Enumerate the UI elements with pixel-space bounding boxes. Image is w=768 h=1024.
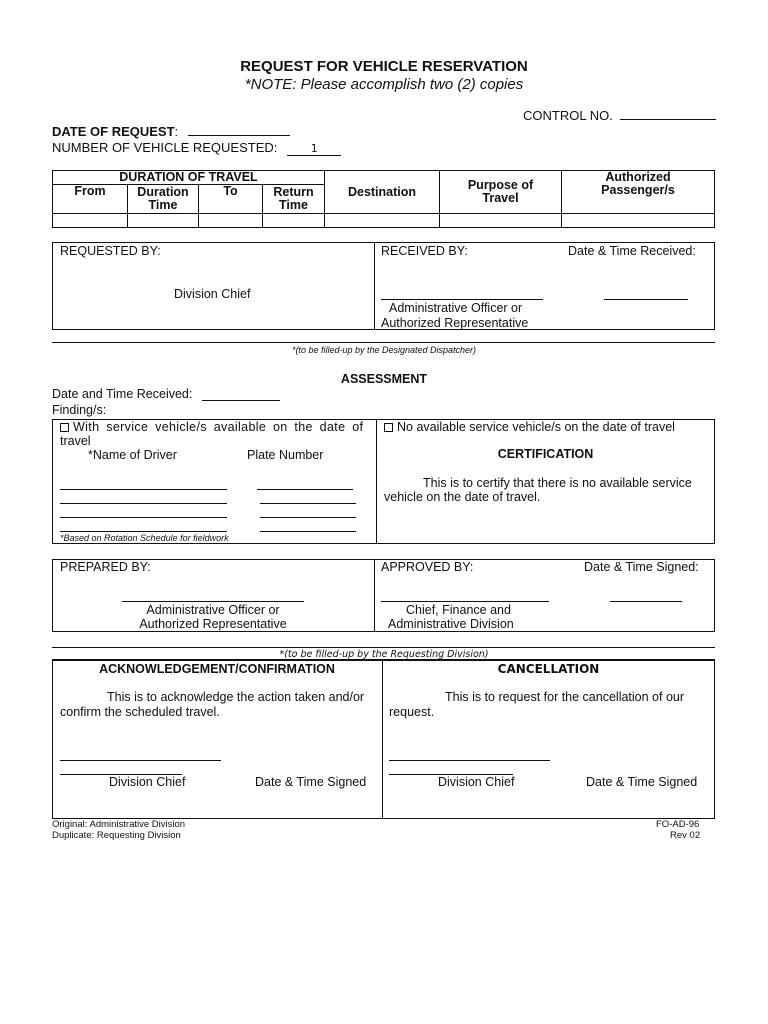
form-title: REQUEST FOR VEHICLE RESERVATION bbox=[240, 58, 528, 75]
duration-of-travel-header: DURATION OF TRAVEL bbox=[53, 171, 325, 185]
date-of-request-label: DATE OF REQUEST bbox=[52, 124, 175, 139]
duration-time-line1: Duration bbox=[137, 185, 189, 199]
with-vehicle-checkbox[interactable] bbox=[60, 423, 69, 432]
acknowledgement-title: ACKNOWLEDGEMENT/CONFIRMATION bbox=[99, 662, 335, 676]
duration-time-line2: Time bbox=[148, 198, 178, 212]
cancel-division-chief: Division Chief bbox=[438, 775, 515, 789]
prepared-authorized-rep: Authorized Representative bbox=[139, 617, 287, 631]
ack-date-time-signed: Date & Time Signed bbox=[255, 775, 367, 789]
findings-divider bbox=[376, 419, 377, 544]
request-received-divider bbox=[374, 242, 375, 330]
cancellation-title: CANCELLATION bbox=[497, 662, 600, 676]
return-time-header bbox=[263, 185, 325, 214]
return-time-line2: Time bbox=[279, 198, 308, 212]
ack-division-chief: Division Chief bbox=[109, 775, 186, 789]
cancellation-text-line1: This is to request for the cancellation of our bbox=[445, 690, 685, 704]
driver-line-2[interactable] bbox=[60, 503, 227, 504]
received-by-label: RECEIVED BY: bbox=[381, 244, 468, 258]
copies-note: *NOTE: Please accomplish two (2) copies bbox=[244, 76, 524, 93]
number-of-vehicle-field bbox=[52, 140, 341, 156]
purpose-header-line2: Travel bbox=[482, 191, 519, 205]
plate-line-3[interactable] bbox=[260, 517, 356, 518]
approved-by-signature-line[interactable] bbox=[381, 601, 549, 602]
with-vehicle-text: With service vehicle/s available on the date of bbox=[73, 420, 364, 434]
date-of-request-field bbox=[52, 124, 290, 139]
with-vehicle-option[interactable] bbox=[60, 420, 370, 434]
certification-title: CERTIFICATION bbox=[497, 447, 594, 461]
authorized-header-line1: Authorized bbox=[605, 170, 671, 184]
rotation-note: *Based on Rotation Schedule for fieldwork bbox=[60, 533, 229, 543]
number-of-vehicle-value[interactable]: 1 bbox=[287, 142, 341, 156]
authorized-passengers-cell[interactable] bbox=[562, 214, 715, 228]
plate-number-label: Plate Number bbox=[247, 448, 324, 462]
to-cell[interactable] bbox=[199, 214, 263, 228]
assessment-title: ASSESSMENT bbox=[340, 372, 428, 386]
plate-line-2[interactable] bbox=[260, 503, 356, 504]
date-time-signed-label: Date & Time Signed: bbox=[584, 560, 699, 574]
purpose-header bbox=[440, 171, 562, 214]
cancellation-text-line2: request. bbox=[389, 705, 435, 719]
dispatcher-separator bbox=[52, 342, 715, 343]
from-cell[interactable] bbox=[53, 214, 128, 228]
no-vehicle-text: No available service vehicle/s on the date of travel bbox=[397, 420, 675, 434]
assessment-date-time-line[interactable] bbox=[202, 400, 280, 401]
duration-time-header bbox=[128, 185, 199, 214]
requesting-note: *(to be filled-up by the Requesting Division) bbox=[279, 649, 489, 660]
control-no-label: CONTROL NO. bbox=[523, 108, 613, 123]
date-time-received-line[interactable] bbox=[604, 299, 688, 300]
received-admin-officer: Administrative Officer or bbox=[389, 301, 523, 315]
footer-duplicate: Duplicate: Requesting Division bbox=[52, 830, 181, 841]
requesting-separator bbox=[52, 647, 715, 648]
requested-by-division-chief: Division Chief bbox=[174, 287, 251, 301]
requested-by-label: REQUESTED BY: bbox=[60, 244, 161, 258]
authorized-passengers-header bbox=[562, 171, 715, 214]
assessment-date-time-label: Date and Time Received: bbox=[52, 387, 193, 401]
dispatcher-note: *(to be filled-up by the Designated Dispatcher) bbox=[291, 345, 477, 355]
travel-table bbox=[52, 170, 715, 228]
prepared-admin-officer: Administrative Officer or bbox=[146, 603, 280, 617]
destination-header: Destination bbox=[325, 171, 440, 214]
authorized-header-line2: Passenger/s bbox=[601, 183, 675, 197]
footer-revision: Rev 02 bbox=[670, 830, 701, 841]
footer-original: Original: Administrative Division bbox=[52, 819, 186, 830]
name-of-driver-label: *Name of Driver bbox=[88, 448, 177, 462]
approved-chief-line1: Chief, Finance and bbox=[406, 603, 511, 617]
plate-line-4[interactable] bbox=[260, 531, 356, 532]
travel-entry-row bbox=[53, 214, 715, 228]
purpose-header-line1: Purpose of bbox=[467, 178, 534, 192]
plate-line-1[interactable] bbox=[257, 489, 353, 490]
driver-line-3[interactable] bbox=[60, 517, 227, 518]
with-vehicle-text-line2: travel bbox=[60, 434, 91, 448]
ack-cancel-divider bbox=[382, 659, 383, 819]
ack-cancel-box bbox=[52, 659, 715, 819]
control-no-line[interactable] bbox=[620, 108, 716, 120]
approved-chief-line2: Administrative Division bbox=[388, 617, 514, 631]
to-header: To bbox=[199, 185, 263, 214]
control-no-field bbox=[523, 108, 716, 123]
cancel-signature-line-1[interactable] bbox=[389, 760, 550, 761]
cancel-date-time-signed: Date & Time Signed bbox=[586, 775, 698, 789]
acknowledgement-text-line1: This is to acknowledge the action taken and/or bbox=[107, 690, 365, 704]
approved-date-time-line[interactable] bbox=[610, 601, 682, 602]
no-vehicle-option[interactable] bbox=[384, 420, 675, 434]
certification-text-line2: vehicle on the date of travel. bbox=[384, 490, 541, 504]
approved-by-label: APPROVED BY: bbox=[381, 560, 474, 574]
number-of-vehicle-label: NUMBER OF VEHICLE REQUESTED: bbox=[52, 140, 278, 155]
certification-text-line1: This is to certify that there is no available service bbox=[423, 476, 692, 490]
duration-time-cell[interactable] bbox=[128, 214, 199, 228]
date-time-received-label: Date & Time Received: bbox=[568, 244, 696, 258]
purpose-cell[interactable] bbox=[440, 214, 562, 228]
date-of-request-colon: : bbox=[174, 124, 179, 139]
from-header: From bbox=[53, 185, 128, 214]
received-authorized-rep: Authorized Representative bbox=[381, 316, 529, 330]
return-time-cell[interactable] bbox=[263, 214, 325, 228]
no-vehicle-checkbox[interactable] bbox=[384, 423, 393, 432]
return-time-line1: Return bbox=[273, 185, 314, 199]
findings-label: Finding/s: bbox=[52, 403, 107, 417]
destination-cell[interactable] bbox=[325, 214, 440, 228]
prepared-approved-divider bbox=[374, 559, 375, 632]
ack-signature-line-1[interactable] bbox=[60, 760, 221, 761]
date-of-request-line[interactable] bbox=[188, 124, 290, 136]
acknowledgement-text-line2: confirm the scheduled travel. bbox=[60, 705, 220, 719]
footer-form-code: FO-AD-96 bbox=[656, 819, 700, 830]
received-by-signature-line[interactable] bbox=[381, 299, 543, 300]
driver-line-1[interactable] bbox=[60, 489, 227, 490]
prepared-by-label: PREPARED BY: bbox=[60, 560, 151, 574]
driver-line-4[interactable] bbox=[60, 531, 227, 532]
prepared-by-signature-line[interactable] bbox=[122, 601, 304, 602]
